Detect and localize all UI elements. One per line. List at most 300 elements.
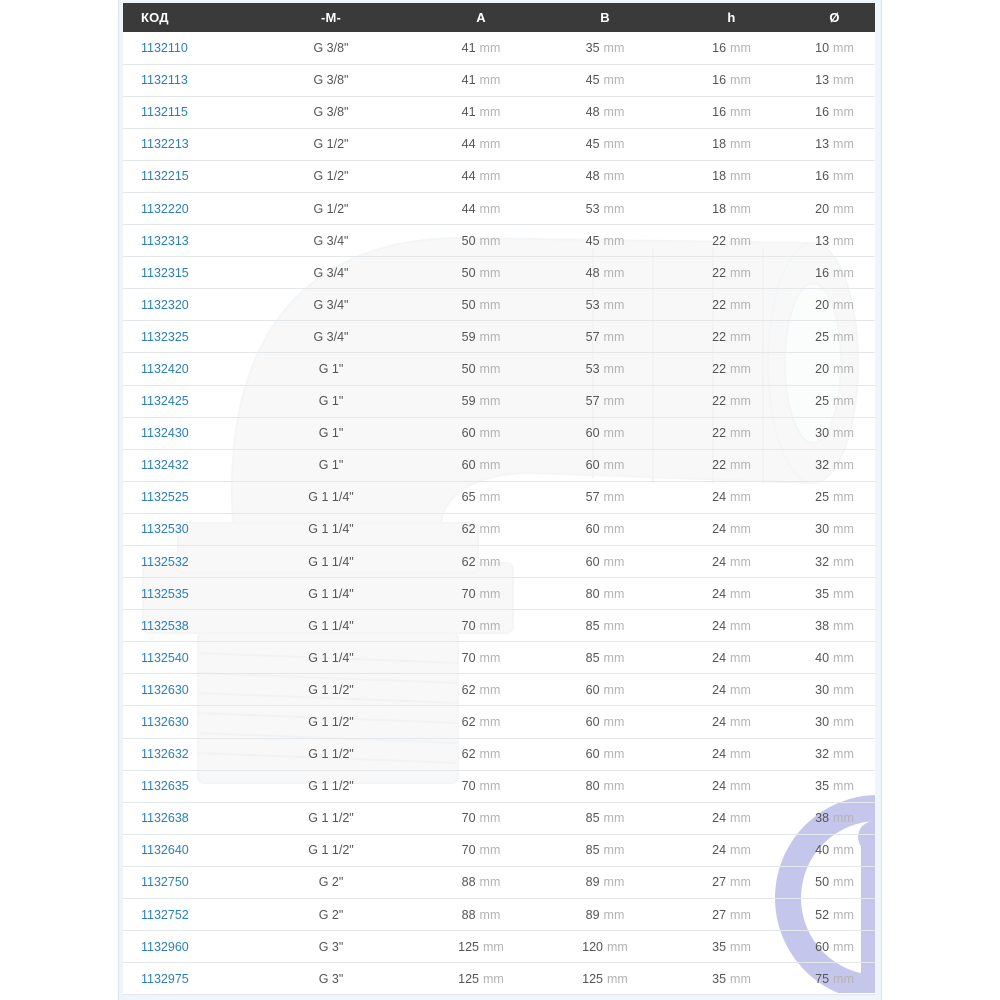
cell-unit: mm bbox=[730, 779, 751, 794]
cell-a bbox=[421, 770, 541, 802]
cell-unit: mm bbox=[730, 939, 751, 954]
cell-b bbox=[541, 64, 669, 96]
cell-unit: mm bbox=[833, 361, 854, 376]
cell-unit: mm bbox=[603, 715, 625, 730]
cell-unit: mm bbox=[479, 297, 501, 312]
cell-value: 16 bbox=[712, 105, 727, 120]
cell-unit: mm bbox=[603, 169, 625, 184]
table-row bbox=[123, 642, 875, 674]
cell-h bbox=[669, 706, 794, 738]
table-row bbox=[123, 32, 875, 64]
cell-value: 24 bbox=[712, 715, 727, 730]
cell-unit: mm bbox=[607, 939, 628, 954]
cell-thread: G 1/2" bbox=[241, 160, 421, 192]
product-code-link[interactable]: 1132752 bbox=[123, 899, 241, 931]
cell-h bbox=[669, 513, 794, 545]
cell-value: 24 bbox=[712, 779, 727, 794]
cell-unit: mm bbox=[833, 747, 854, 762]
cell-unit: mm bbox=[730, 843, 751, 858]
cell-unit: mm bbox=[833, 394, 854, 409]
cell-diameter bbox=[794, 899, 875, 931]
cell-value: 32 bbox=[815, 747, 830, 762]
header-b[interactable]: B bbox=[600, 10, 610, 25]
cell-unit: mm bbox=[730, 201, 751, 216]
product-code-link[interactable]: 1132535 bbox=[123, 578, 241, 610]
cell-unit: mm bbox=[730, 715, 751, 730]
cell-unit: mm bbox=[479, 426, 501, 441]
cell-unit: mm bbox=[603, 40, 625, 55]
cell-value: 40 bbox=[815, 843, 830, 858]
cell-a bbox=[421, 866, 541, 898]
cell-unit: mm bbox=[479, 522, 501, 537]
cell-thread: G 1 1/2" bbox=[241, 706, 421, 738]
cell-diameter bbox=[794, 706, 875, 738]
cell-thread: G 1/2" bbox=[241, 192, 421, 224]
cell-unit: mm bbox=[479, 361, 501, 376]
cell-thread: G 1" bbox=[241, 449, 421, 481]
cell-unit: mm bbox=[833, 490, 854, 505]
cell-a bbox=[421, 160, 541, 192]
table-row bbox=[123, 289, 875, 321]
cell-unit: mm bbox=[833, 811, 854, 826]
cell-b bbox=[541, 866, 669, 898]
header-h[interactable]: h bbox=[727, 10, 736, 25]
cell-unit: mm bbox=[833, 233, 854, 248]
cell-a bbox=[421, 610, 541, 642]
cell-unit: mm bbox=[833, 554, 854, 569]
cell-value: 70 bbox=[461, 650, 476, 665]
cell-unit: mm bbox=[603, 907, 625, 922]
cell-value: 59 bbox=[461, 394, 476, 409]
cell-thread: G 1" bbox=[241, 385, 421, 417]
cell-unit: mm bbox=[833, 875, 854, 890]
cell-thread: G 3/4" bbox=[241, 289, 421, 321]
product-code-link[interactable]: 1132960 bbox=[123, 931, 241, 963]
cell-h bbox=[669, 546, 794, 578]
cell-value: 22 bbox=[712, 458, 727, 473]
cell-thread: G 3/4" bbox=[241, 321, 421, 353]
cell-value: 30 bbox=[815, 426, 830, 441]
cell-value: 27 bbox=[712, 907, 727, 922]
product-code-link[interactable]: 1132320 bbox=[123, 289, 241, 321]
cell-unit: mm bbox=[730, 522, 751, 537]
product-code-link[interactable]: 1132750 bbox=[123, 866, 241, 898]
cell-value: 30 bbox=[815, 522, 830, 537]
cell-value: 62 bbox=[461, 554, 476, 569]
product-code-link[interactable]: 1132430 bbox=[123, 417, 241, 449]
cell-thread: G 1 1/4" bbox=[241, 642, 421, 674]
cell-value: 70 bbox=[461, 586, 476, 601]
cell-unit: mm bbox=[833, 971, 854, 986]
cell-value: 22 bbox=[712, 265, 727, 280]
cell-b bbox=[541, 449, 669, 481]
cell-value: 20 bbox=[815, 201, 830, 216]
cell-a bbox=[421, 706, 541, 738]
cell-b bbox=[541, 192, 669, 224]
cell-value: 16 bbox=[815, 105, 830, 120]
cell-value: 50 bbox=[461, 265, 476, 280]
cell-h bbox=[669, 610, 794, 642]
cell-unit: mm bbox=[833, 329, 854, 344]
cell-unit: mm bbox=[730, 265, 751, 280]
cell-a bbox=[421, 128, 541, 160]
cell-value: 22 bbox=[712, 394, 727, 409]
cell-unit: mm bbox=[833, 137, 854, 152]
cell-value: 24 bbox=[712, 618, 727, 633]
cell-value: 57 bbox=[585, 329, 600, 344]
product-code-link[interactable]: 1132420 bbox=[123, 353, 241, 385]
cell-unit: mm bbox=[833, 586, 854, 601]
cell-value: 16 bbox=[712, 40, 727, 55]
cell-h bbox=[669, 866, 794, 898]
cell-unit: mm bbox=[730, 971, 751, 986]
cell-unit: mm bbox=[479, 811, 501, 826]
cell-value: 38 bbox=[815, 811, 830, 826]
cell-unit: mm bbox=[603, 458, 625, 473]
cell-h bbox=[669, 578, 794, 610]
cell-value: 35 bbox=[815, 779, 830, 794]
cell-value: 35 bbox=[712, 939, 727, 954]
product-code-link[interactable]: 1132325 bbox=[123, 321, 241, 353]
cell-value: 18 bbox=[712, 137, 727, 152]
cell-value: 32 bbox=[815, 458, 830, 473]
table-row bbox=[123, 674, 875, 706]
cell-a bbox=[421, 674, 541, 706]
product-code-link[interactable]: 1132635 bbox=[123, 770, 241, 802]
cell-h bbox=[669, 96, 794, 128]
cell-diameter bbox=[794, 385, 875, 417]
product-code-link[interactable]: 1132113 bbox=[123, 64, 241, 96]
product-code-link[interactable]: 1132632 bbox=[123, 738, 241, 770]
cell-h bbox=[669, 770, 794, 802]
cell-a bbox=[421, 578, 541, 610]
table-row bbox=[123, 449, 875, 481]
cell-value: 24 bbox=[712, 522, 727, 537]
cell-value: 125 bbox=[582, 971, 604, 986]
table-row bbox=[123, 738, 875, 770]
cell-unit: mm bbox=[479, 265, 501, 280]
cell-value: 25 bbox=[815, 329, 830, 344]
cell-unit: mm bbox=[730, 618, 751, 633]
cell-unit: mm bbox=[603, 394, 625, 409]
cell-unit: mm bbox=[730, 458, 751, 473]
cell-unit: mm bbox=[833, 843, 854, 858]
table-row bbox=[123, 546, 875, 578]
cell-unit: mm bbox=[603, 361, 625, 376]
cell-a bbox=[421, 738, 541, 770]
cell-unit: mm bbox=[479, 233, 501, 248]
product-code-link[interactable]: 1132110 bbox=[123, 32, 241, 64]
cell-diameter bbox=[794, 963, 875, 995]
cell-a bbox=[421, 64, 541, 96]
table-row bbox=[123, 931, 875, 963]
cell-value: 22 bbox=[712, 297, 727, 312]
product-code-link[interactable]: 1132313 bbox=[123, 225, 241, 257]
cell-value: 40 bbox=[815, 650, 830, 665]
cell-h bbox=[669, 642, 794, 674]
cell-unit: mm bbox=[479, 169, 501, 184]
cell-h bbox=[669, 192, 794, 224]
cell-h bbox=[669, 834, 794, 866]
cell-value: 62 bbox=[461, 522, 476, 537]
cell-value: 44 bbox=[461, 201, 476, 216]
cell-unit: mm bbox=[730, 169, 751, 184]
cell-value: 80 bbox=[585, 586, 600, 601]
cell-unit: mm bbox=[479, 586, 501, 601]
cell-unit: mm bbox=[730, 40, 751, 55]
cell-thread: G 1 1/4" bbox=[241, 610, 421, 642]
cell-value: 50 bbox=[461, 233, 476, 248]
cell-diameter bbox=[794, 353, 875, 385]
table-row bbox=[123, 770, 875, 802]
cell-diameter bbox=[794, 513, 875, 545]
cell-diameter bbox=[794, 578, 875, 610]
product-code-link[interactable]: 1132532 bbox=[123, 546, 241, 578]
cell-a bbox=[421, 353, 541, 385]
cell-b bbox=[541, 963, 669, 995]
cell-value: 24 bbox=[712, 682, 727, 697]
cell-h bbox=[669, 899, 794, 931]
cell-unit: mm bbox=[833, 426, 854, 441]
cell-unit: mm bbox=[730, 394, 751, 409]
cell-b bbox=[541, 546, 669, 578]
cell-a bbox=[421, 802, 541, 834]
product-code-link[interactable]: 1132213 bbox=[123, 128, 241, 160]
cell-thread: G 3/8" bbox=[241, 96, 421, 128]
cell-value: 88 bbox=[461, 907, 476, 922]
cell-b bbox=[541, 834, 669, 866]
cell-thread: G 1 1/4" bbox=[241, 513, 421, 545]
cell-diameter bbox=[794, 96, 875, 128]
cell-unit: mm bbox=[479, 618, 501, 633]
cell-thread: G 1 1/2" bbox=[241, 738, 421, 770]
cell-thread: G 3/8" bbox=[241, 64, 421, 96]
cell-value: 45 bbox=[585, 233, 600, 248]
cell-unit: mm bbox=[479, 201, 501, 216]
cell-value: 22 bbox=[712, 233, 727, 248]
cell-unit: mm bbox=[730, 811, 751, 826]
table-row bbox=[123, 578, 875, 610]
cell-b bbox=[541, 225, 669, 257]
cell-diameter bbox=[794, 866, 875, 898]
cell-thread: G 1 1/2" bbox=[241, 834, 421, 866]
cell-unit: mm bbox=[730, 73, 751, 88]
cell-thread: G 3" bbox=[241, 963, 421, 995]
cell-diameter bbox=[794, 321, 875, 353]
product-code-link[interactable]: 1132315 bbox=[123, 257, 241, 289]
product-code-link[interactable]: 1132630 bbox=[123, 706, 241, 738]
cell-value: 53 bbox=[585, 361, 600, 376]
product-code-link[interactable]: 1132975 bbox=[123, 963, 241, 995]
cell-thread: G 2" bbox=[241, 866, 421, 898]
cell-unit: mm bbox=[479, 73, 501, 88]
cell-a bbox=[421, 96, 541, 128]
cell-diameter bbox=[794, 64, 875, 96]
cell-thread: G 1/2" bbox=[241, 128, 421, 160]
cell-value: 85 bbox=[585, 811, 600, 826]
cell-a bbox=[421, 449, 541, 481]
cell-b bbox=[541, 513, 669, 545]
cell-h bbox=[669, 417, 794, 449]
cell-unit: mm bbox=[730, 875, 751, 890]
cell-value: 10 bbox=[815, 40, 830, 55]
cell-thread: G 2" bbox=[241, 899, 421, 931]
cell-b bbox=[541, 257, 669, 289]
cell-unit: mm bbox=[730, 554, 751, 569]
cell-value: 57 bbox=[585, 490, 600, 505]
cell-a bbox=[421, 225, 541, 257]
cell-a bbox=[421, 32, 541, 64]
cell-value: 65 bbox=[461, 490, 476, 505]
cell-unit: mm bbox=[603, 843, 625, 858]
cell-value: 70 bbox=[461, 811, 476, 826]
cell-a bbox=[421, 192, 541, 224]
cell-value: 85 bbox=[585, 618, 600, 633]
cell-b bbox=[541, 417, 669, 449]
cell-a bbox=[421, 257, 541, 289]
cell-a bbox=[421, 546, 541, 578]
cell-unit: mm bbox=[730, 137, 751, 152]
product-code-link[interactable]: 1132638 bbox=[123, 802, 241, 834]
product-code-link[interactable]: 1132525 bbox=[123, 481, 241, 513]
table-row bbox=[123, 321, 875, 353]
header-thread[interactable]: -M- bbox=[320, 10, 342, 25]
cell-value: 45 bbox=[585, 137, 600, 152]
cell-value: 24 bbox=[712, 843, 727, 858]
cell-unit: mm bbox=[603, 554, 625, 569]
cell-value: 75 bbox=[815, 971, 830, 986]
cell-thread: G 1" bbox=[241, 417, 421, 449]
cell-value: 22 bbox=[712, 361, 727, 376]
cell-unit: mm bbox=[479, 394, 501, 409]
cell-unit: mm bbox=[603, 73, 625, 88]
cell-unit: mm bbox=[479, 329, 501, 344]
header-diameter[interactable]: Ø bbox=[829, 10, 840, 25]
product-code-link[interactable]: 1132540 bbox=[123, 642, 241, 674]
product-code-link[interactable]: 1132640 bbox=[123, 834, 241, 866]
cell-h bbox=[669, 385, 794, 417]
cell-unit: mm bbox=[479, 458, 501, 473]
cell-unit: mm bbox=[833, 650, 854, 665]
cell-value: 16 bbox=[712, 73, 727, 88]
table-row bbox=[123, 899, 875, 931]
cell-value: 62 bbox=[461, 747, 476, 762]
cell-diameter bbox=[794, 610, 875, 642]
product-code-link[interactable]: 1132220 bbox=[123, 192, 241, 224]
cell-value: 20 bbox=[815, 361, 830, 376]
cell-h bbox=[669, 289, 794, 321]
cell-unit: mm bbox=[730, 361, 751, 376]
cell-unit: mm bbox=[730, 682, 751, 697]
product-code-link[interactable]: 1132432 bbox=[123, 449, 241, 481]
cell-value: 53 bbox=[585, 297, 600, 312]
cell-value: 27 bbox=[712, 875, 727, 890]
table-row bbox=[123, 706, 875, 738]
cell-value: 13 bbox=[815, 137, 830, 152]
cell-value: 125 bbox=[458, 939, 480, 954]
cell-unit: mm bbox=[603, 522, 625, 537]
cell-h bbox=[669, 481, 794, 513]
cell-b bbox=[541, 321, 669, 353]
cell-value: 52 bbox=[815, 907, 830, 922]
cell-unit: mm bbox=[730, 747, 751, 762]
cell-unit: mm bbox=[603, 490, 625, 505]
product-specs-table bbox=[123, 3, 875, 995]
header-code[interactable]: КОД bbox=[141, 10, 169, 25]
cell-thread: G 1 1/4" bbox=[241, 481, 421, 513]
cell-unit: mm bbox=[833, 297, 854, 312]
cell-unit: mm bbox=[479, 105, 501, 120]
cell-diameter bbox=[794, 449, 875, 481]
cell-thread: G 1 1/4" bbox=[241, 578, 421, 610]
cell-value: 16 bbox=[815, 169, 830, 184]
cell-value: 30 bbox=[815, 682, 830, 697]
cell-h bbox=[669, 32, 794, 64]
header-a[interactable]: A bbox=[476, 10, 486, 25]
product-code-link[interactable]: 1132538 bbox=[123, 610, 241, 642]
cell-value: 30 bbox=[815, 715, 830, 730]
cell-value: 89 bbox=[585, 907, 600, 922]
product-code-link[interactable]: 1132425 bbox=[123, 385, 241, 417]
cell-value: 60 bbox=[585, 682, 600, 697]
cell-unit: mm bbox=[833, 618, 854, 633]
product-code-link[interactable]: 1132630 bbox=[123, 674, 241, 706]
cell-h bbox=[669, 449, 794, 481]
cell-unit: mm bbox=[603, 137, 625, 152]
cell-value: 22 bbox=[712, 426, 727, 441]
cell-unit: mm bbox=[730, 233, 751, 248]
cell-value: 35 bbox=[712, 971, 727, 986]
cell-a bbox=[421, 642, 541, 674]
cell-unit: mm bbox=[603, 811, 625, 826]
cell-value: 50 bbox=[461, 297, 476, 312]
cell-diameter bbox=[794, 128, 875, 160]
cell-unit: mm bbox=[603, 233, 625, 248]
cell-b bbox=[541, 642, 669, 674]
cell-h bbox=[669, 674, 794, 706]
cell-thread: G 1 1/2" bbox=[241, 674, 421, 706]
cell-h bbox=[669, 931, 794, 963]
cell-value: 70 bbox=[461, 618, 476, 633]
cell-value: 25 bbox=[815, 394, 830, 409]
cell-diameter bbox=[794, 770, 875, 802]
cell-unit: mm bbox=[833, 169, 854, 184]
cell-value: 88 bbox=[461, 875, 476, 890]
cell-unit: mm bbox=[479, 554, 501, 569]
product-code-link[interactable]: 1132215 bbox=[123, 160, 241, 192]
cell-unit: mm bbox=[833, 73, 854, 88]
table-row bbox=[123, 866, 875, 898]
product-code-link[interactable]: 1132530 bbox=[123, 513, 241, 545]
cell-value: 24 bbox=[712, 811, 727, 826]
cell-unit: mm bbox=[833, 201, 854, 216]
cell-unit: mm bbox=[730, 329, 751, 344]
cell-h bbox=[669, 128, 794, 160]
cell-value: 41 bbox=[461, 73, 476, 88]
product-code-link[interactable]: 1132115 bbox=[123, 96, 241, 128]
cell-b bbox=[541, 32, 669, 64]
cell-a bbox=[421, 931, 541, 963]
cell-value: 89 bbox=[585, 875, 600, 890]
cell-h bbox=[669, 225, 794, 257]
cell-value: 70 bbox=[461, 779, 476, 794]
cell-unit: mm bbox=[603, 201, 625, 216]
cell-h bbox=[669, 802, 794, 834]
cell-h bbox=[669, 353, 794, 385]
cell-unit: mm bbox=[730, 907, 751, 922]
cell-unit: mm bbox=[479, 490, 501, 505]
cell-value: 24 bbox=[712, 747, 727, 762]
